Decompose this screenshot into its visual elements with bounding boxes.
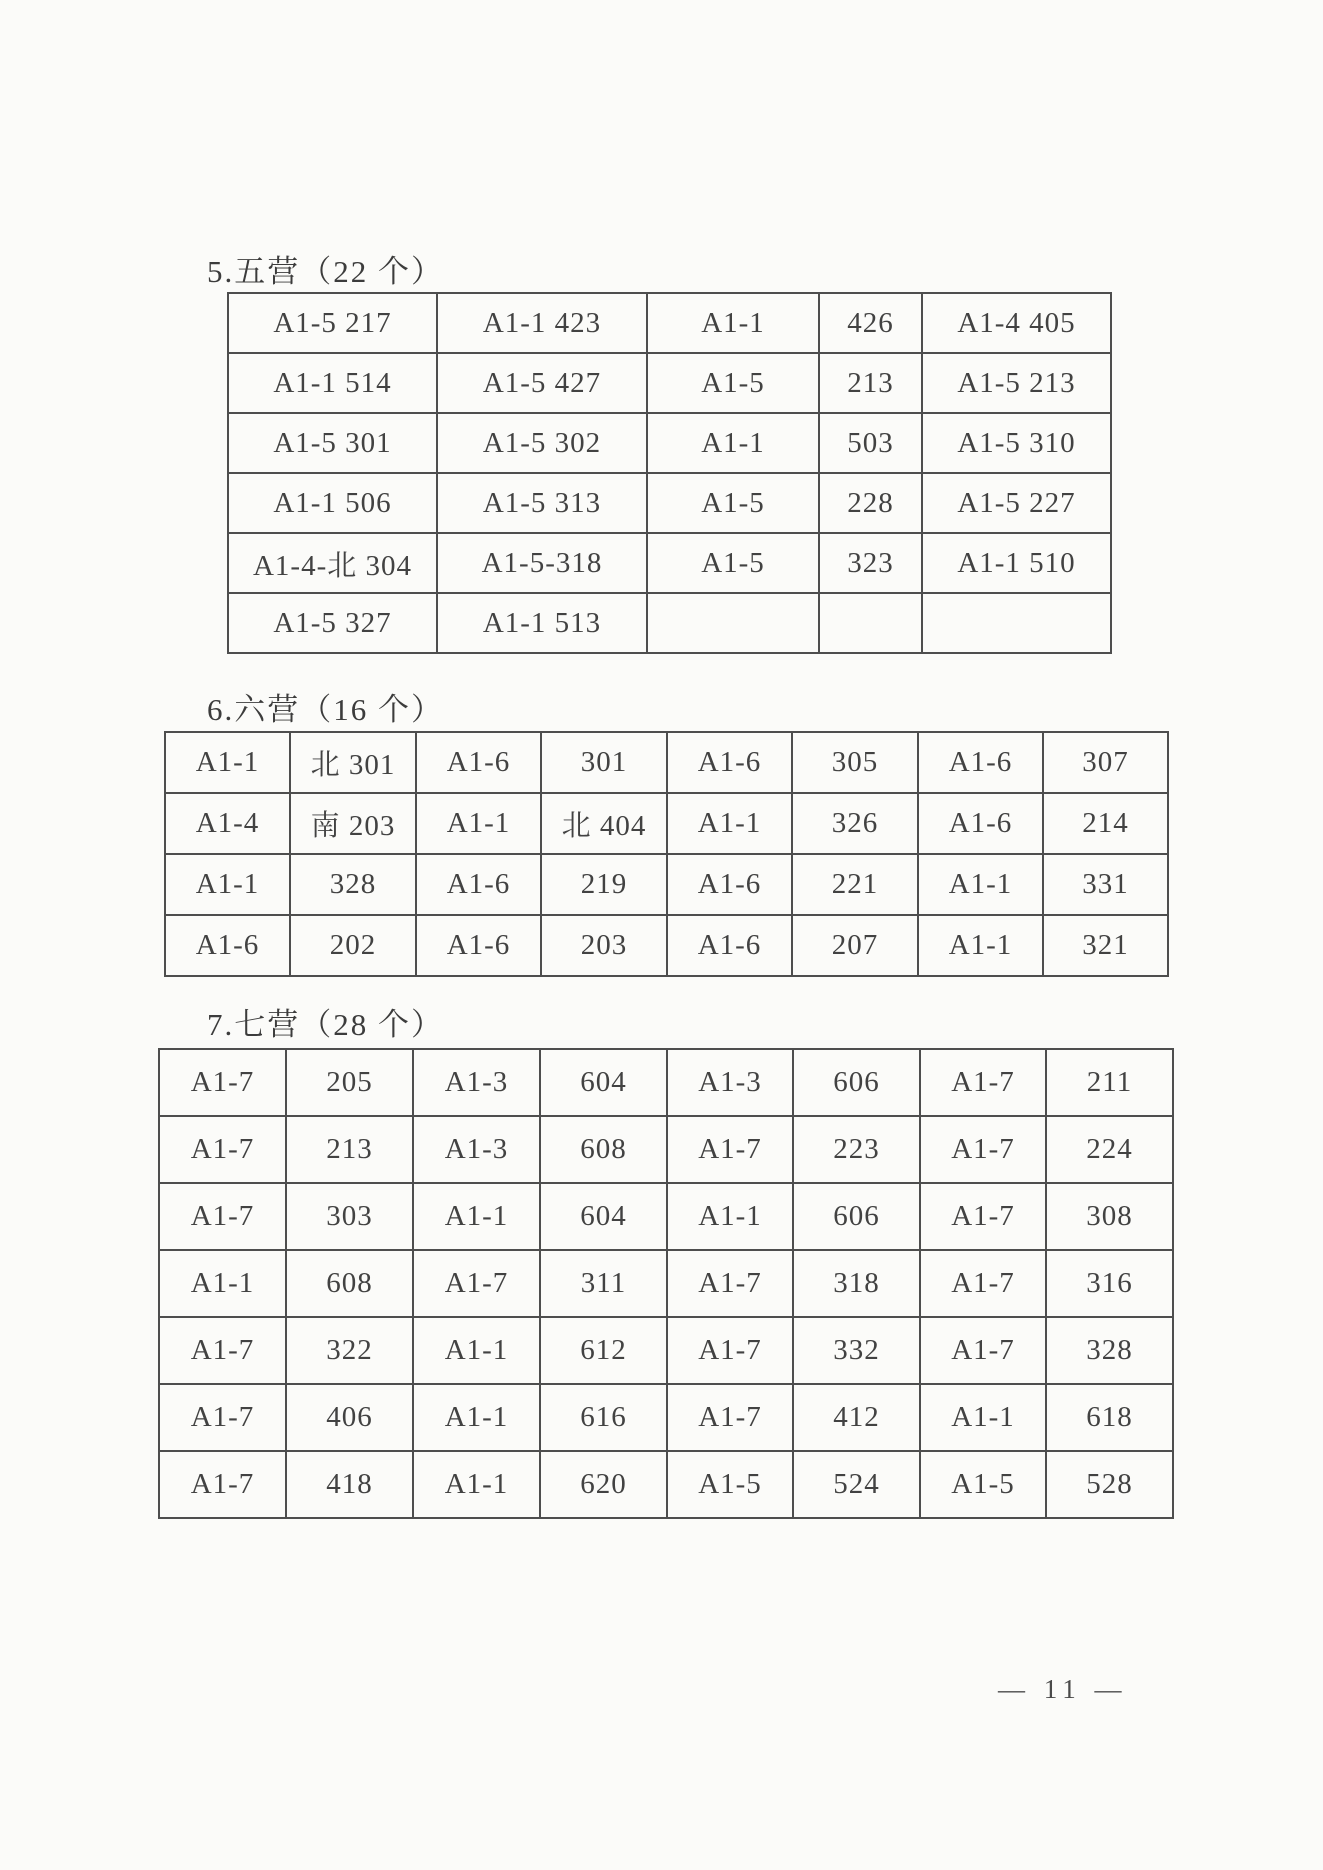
table-cell: 219 [541, 854, 667, 915]
table-row [159, 1116, 1173, 1183]
table-cell: A1-1 423 [437, 293, 647, 353]
table-cell: 211 [1046, 1049, 1173, 1116]
table-cell: A1-1 [918, 915, 1043, 976]
table-cell: A1-1 [165, 732, 290, 793]
table-cell: 214 [1043, 793, 1168, 854]
table-cell: 308 [1046, 1183, 1173, 1250]
table-cell: A1-1 [667, 1183, 793, 1250]
table-cell: A1-5 310 [922, 413, 1111, 473]
table-row [159, 1250, 1173, 1317]
table-cell: A1-1 514 [228, 353, 437, 413]
table-cell: A1-7 [920, 1116, 1046, 1183]
table-cell: A1-3 [413, 1049, 540, 1116]
table-cell: A1-1 [647, 293, 819, 353]
table-cell [819, 593, 922, 653]
table-cell: A1-1 506 [228, 473, 437, 533]
table-row [165, 915, 1168, 976]
table-cell: 301 [541, 732, 667, 793]
table-cell: A1-6 [667, 915, 792, 976]
table-cell: A1-4-北 304 [228, 533, 437, 593]
table-cell: A1-6 [667, 854, 792, 915]
table-row [228, 593, 1111, 653]
table-cell: 223 [793, 1116, 920, 1183]
table-cell: 北 404 [541, 793, 667, 854]
table-cell: 303 [286, 1183, 413, 1250]
table-row [228, 473, 1111, 533]
table-cell: 205 [286, 1049, 413, 1116]
table-row [165, 793, 1168, 854]
table-row [165, 732, 1168, 793]
table-cell: 305 [792, 732, 918, 793]
table-cell: 604 [540, 1183, 667, 1250]
table-cell: A1-5 427 [437, 353, 647, 413]
table-cell: A1-5 [667, 1451, 793, 1518]
table-cell: 412 [793, 1384, 920, 1451]
table-cell: 224 [1046, 1116, 1173, 1183]
table-cell: 503 [819, 413, 922, 473]
table-row [159, 1384, 1173, 1451]
table-cell: 323 [819, 533, 922, 593]
table-cell: A1-7 [159, 1116, 286, 1183]
table-cell: 228 [819, 473, 922, 533]
table-cell: A1-7 [667, 1116, 793, 1183]
table-cell: 221 [792, 854, 918, 915]
table-cell: 606 [793, 1183, 920, 1250]
table-cell: A1-5 301 [228, 413, 437, 473]
camp6-table [164, 731, 1169, 977]
camp5-table [227, 292, 1112, 654]
table-cell: A1-7 [159, 1384, 286, 1451]
table-cell: A1-3 [667, 1049, 793, 1116]
table-cell: A1-1 [413, 1384, 540, 1451]
table-cell: A1-7 [920, 1049, 1046, 1116]
table-cell: A1-5 327 [228, 593, 437, 653]
table-cell: 213 [286, 1116, 413, 1183]
table-cell: 608 [540, 1116, 667, 1183]
table-cell: A1-1 510 [922, 533, 1111, 593]
table-row [228, 353, 1111, 413]
table-cell: A1-1 513 [437, 593, 647, 653]
table-cell: 203 [541, 915, 667, 976]
table-cell: A1-7 [920, 1317, 1046, 1384]
table-cell: A1-7 [159, 1317, 286, 1384]
table-cell: A1-7 [159, 1183, 286, 1250]
table-cell: A1-5 302 [437, 413, 647, 473]
table-cell: A1-3 [413, 1116, 540, 1183]
page-number: — 11 — [998, 1674, 1128, 1704]
table-cell: 316 [1046, 1250, 1173, 1317]
table-cell: A1-7 [159, 1451, 286, 1518]
section-heading-camp7: 7.七营（28 个） [207, 1007, 444, 1042]
table-cell: A1-1 [920, 1384, 1046, 1451]
table-cell: 311 [540, 1250, 667, 1317]
table-cell: 202 [290, 915, 416, 976]
table-cell: 418 [286, 1451, 413, 1518]
table-cell: A1-1 [918, 854, 1043, 915]
table-cell: A1-5 213 [922, 353, 1111, 413]
table-cell: A1-7 [667, 1317, 793, 1384]
table-cell: A1-5 [647, 353, 819, 413]
table-cell: 331 [1043, 854, 1168, 915]
table-cell: A1-6 [416, 854, 541, 915]
table-cell: 604 [540, 1049, 667, 1116]
table-cell: A1-6 [918, 732, 1043, 793]
table-cell: A1-1 [165, 854, 290, 915]
table-cell: A1-5-318 [437, 533, 647, 593]
table-cell: A1-7 [920, 1250, 1046, 1317]
table-cell: 328 [290, 854, 416, 915]
table-cell: A1-5 217 [228, 293, 437, 353]
table-cell: A1-4 405 [922, 293, 1111, 353]
table-cell: 406 [286, 1384, 413, 1451]
table-cell: 426 [819, 293, 922, 353]
table-cell: 608 [286, 1250, 413, 1317]
table-cell: A1-1 [413, 1451, 540, 1518]
table-cell: A1-5 313 [437, 473, 647, 533]
table-cell: 北 301 [290, 732, 416, 793]
table-cell: A1-7 [667, 1384, 793, 1451]
table-cell: A1-1 [159, 1250, 286, 1317]
table-cell: 620 [540, 1451, 667, 1518]
table-cell: 318 [793, 1250, 920, 1317]
table-cell: A1-7 [667, 1250, 793, 1317]
table-cell: 321 [1043, 915, 1168, 976]
table-row [228, 533, 1111, 593]
table-cell [647, 593, 819, 653]
table-cell: 618 [1046, 1384, 1173, 1451]
table-cell: A1-7 [413, 1250, 540, 1317]
table-cell: A1-1 [647, 413, 819, 473]
table-row [228, 293, 1111, 353]
table-row [159, 1049, 1173, 1116]
table-cell: A1-1 [667, 793, 792, 854]
table-cell: 528 [1046, 1451, 1173, 1518]
table-cell: 南 203 [290, 793, 416, 854]
table-cell: A1-6 [667, 732, 792, 793]
table-row [165, 854, 1168, 915]
section-heading-camp5: 5.五营（22 个） [207, 254, 444, 289]
table-cell: 328 [1046, 1317, 1173, 1384]
table-cell: 524 [793, 1451, 920, 1518]
table-cell: A1-6 [416, 915, 541, 976]
table-cell [922, 593, 1111, 653]
table-cell: 213 [819, 353, 922, 413]
table-cell: A1-7 [920, 1183, 1046, 1250]
table-cell: A1-6 [918, 793, 1043, 854]
table-cell: 307 [1043, 732, 1168, 793]
table-cell: A1-1 [416, 793, 541, 854]
table-cell: 606 [793, 1049, 920, 1116]
table-cell: 322 [286, 1317, 413, 1384]
table-cell: A1-5 [647, 533, 819, 593]
table-cell: A1-1 [413, 1317, 540, 1384]
table-row [228, 413, 1111, 473]
table-cell: A1-5 227 [922, 473, 1111, 533]
table-cell: A1-1 [413, 1183, 540, 1250]
table-cell: 612 [540, 1317, 667, 1384]
table-cell: 332 [793, 1317, 920, 1384]
table-cell: A1-5 [920, 1451, 1046, 1518]
table-cell: A1-7 [159, 1049, 286, 1116]
table-cell: A1-4 [165, 793, 290, 854]
table-cell: 326 [792, 793, 918, 854]
table-row [159, 1451, 1173, 1518]
camp7-table [158, 1048, 1174, 1519]
table-row [159, 1317, 1173, 1384]
table-cell: A1-5 [647, 473, 819, 533]
section-heading-camp6: 6.六营（16 个） [207, 692, 444, 727]
table-cell: 207 [792, 915, 918, 976]
table-row [159, 1183, 1173, 1250]
table-cell: A1-6 [416, 732, 541, 793]
table-cell: A1-6 [165, 915, 290, 976]
table-cell: 616 [540, 1384, 667, 1451]
